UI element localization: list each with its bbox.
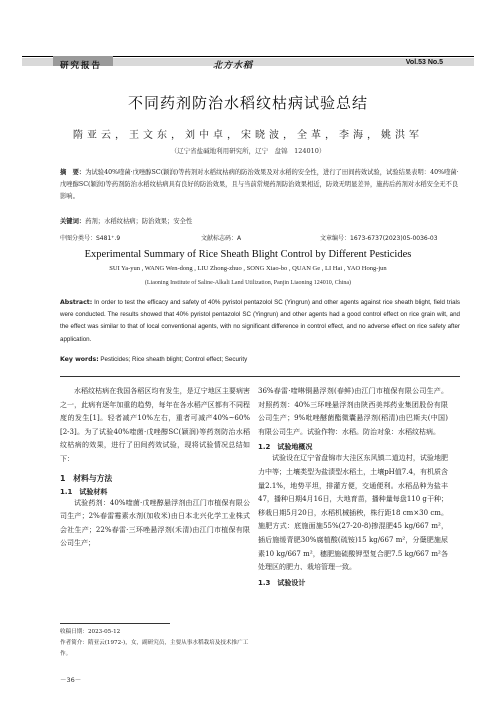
article-number: 文章编号：1673-6737(2023)05-0036-03	[320, 235, 438, 242]
section-divider	[60, 376, 460, 377]
intro-paragraph: 水稻纹枯病在我国各稻区均有发生，是辽宁地区主要病害之一，此病有逐年加重的趋势，每年在各水稻产区都有不同程度的发生[1]。轻者减产10%左右，重者可减产40%~60%[2-3]。为了试验40%喹菌·戊唑醇SC(颖润)等药剂防治水稻纹枯病的效果，进行了田间药效试验，现将试验情况总结如下：	[60, 387, 250, 463]
materials-paragraph: 试验药剂：40%喹菌·戊唑醇悬浮剂由江门市植保有限公司生产；2%春雷霉素水剂(加收米)由日本北兴化学工业株式会社生产；22%春雷·三环唑悬浮剂(禾清)由江门市植保有限公司生产；	[60, 498, 250, 548]
footnote	[60, 627, 250, 660]
subsection-heading-1-2: 1.2 试验地概况	[258, 443, 313, 452]
abstract-cn	[60, 167, 460, 204]
subsection-heading-1-3: 1.3 试验设计	[258, 578, 306, 587]
abstract-en-label: Abstract:	[60, 299, 93, 306]
page-number: －36－	[60, 676, 82, 684]
subsection-heading-1-1: 1.1 试验材料	[60, 487, 108, 496]
affiliation-en: (Liaoning Institute of Saline-Alkali Land Utilization, Panjin Liaoning 124010, China)	[144, 280, 352, 286]
title-cn: 不同药剂防治水稻纹枯病试验总结	[127, 94, 368, 112]
body-column-left	[60, 385, 250, 551]
keywords-cn-label: 关键词：	[60, 218, 86, 225]
title-en: Experimental Summary of Rice Sheath Blight Control by Different Pesticides	[84, 249, 412, 260]
author-bio: 作者简介：隋亚云(1972-)，女，副研究员，主要从事水稻栽培及技术推广工作。	[60, 640, 249, 657]
clc-number: 中图分类号：S481⁺.9	[60, 235, 121, 242]
abstract-en-text: In order to test the efficacy and safety of 40% pyristol pentazolol SC (Yingrun) and other agents against rice sheath blight, field trials were conducted. The results showed that 40% pyristol pentazolol SC (Yingrun) and other agents had a good control effect on rice grain wilt, and the effect was similar to that of local conventional agents, with no significant difference in control effect, and no adverse effect on rice safety after application.	[60, 299, 460, 343]
section-heading-1: 1 材料与方法	[60, 473, 113, 483]
keywords-en-label: Key words:	[60, 356, 99, 363]
keywords-cn	[60, 216, 460, 225]
materials-continued-paragraph: 36%春雷·喹啉铜悬浮剂(春鲜)由江门市植保有限公司生产。对照药剂：40%三环唑悬浮剂由陕西美邦药业集团股份有限公司生产；9%吡唑醚菌酯微囊悬浮剂(稻清)由巴斯夫(中国)有限公司生产。试验作物：水稻。防治对象：水稻纹枯病。	[258, 387, 448, 436]
volume-label: Vol.53 No.5	[405, 59, 443, 66]
site-paragraph: 试验设在辽宁省盘锦市大洼区东风镇二道边村，试验地肥力中等；土壤类型为盐渍型水稻土，土壤pH值7.4，有机质含量2.1%，地势平坦，排灌方便，交通便利。水稻品种为盐丰47，播种日期4月16日，大地育苗，播种量每盘110 g干种；移栽日期5月20日，水稻机械插秧，株行距18 cm×30 cm。施肥方式：底施面施55%(27-20-8)掺混肥45 kg/667 m²，插后施缓青肥30%腐植酸(硫铵)15 kg/667 m²，分蘖肥施尿素10 kg/667 m²，穗肥施硫酸钾型复合肥7.5 kg/667 m²各处理区的肥力、栽培管理一致。	[258, 454, 448, 572]
keywords-cn-text: 药剂；水稻纹枯病；防治效果；安全性	[85, 218, 193, 225]
body-column-right	[258, 385, 448, 588]
footnote-rule	[60, 623, 170, 624]
authors-en: SUI Ya-yun , WANG Wen-dong , LIU Zhong-zhuo , SONG Xiao-bo , QUAN Ge , LI Hai , YAO Hong-jun	[109, 265, 387, 272]
document-code: 文献标志码：A	[201, 235, 242, 242]
affiliation-cn: （辽宁省盐碱地利用研究所，辽宁 盘锦 124010）	[170, 147, 326, 155]
keywords-en-text: Pesticides; Rice sheath blight; Control effect; Security	[100, 356, 248, 363]
authors-cn: 隋亚云，王文东，刘中卓，宋晓波，全革，李海，姚洪军	[73, 130, 423, 141]
abstract-cn-text: 为试验40%喹菌·戊唑醇SC(颖润)等药剂对水稻纹枯病的防治效果及对水稻的安全性，进行了田间药效试验，试验结果表明：40%喹菌·戊唑醇SC(颖润)等药剂防治水稻纹枯病具有良好的防治效果，且与当前常规药剂防治效果相近，防效无明显差异，施药后药剂对水稻安全无不良影响。	[60, 169, 459, 201]
abstract-cn-label: 摘 要：	[60, 169, 86, 176]
abstract-en	[60, 297, 460, 346]
received-date: 收稿日期：2023-05-12	[60, 629, 121, 635]
keywords-en	[60, 356, 460, 363]
journal-section-label: 研究报告	[60, 61, 103, 71]
journal-logo: 北方水稻	[213, 61, 254, 71]
